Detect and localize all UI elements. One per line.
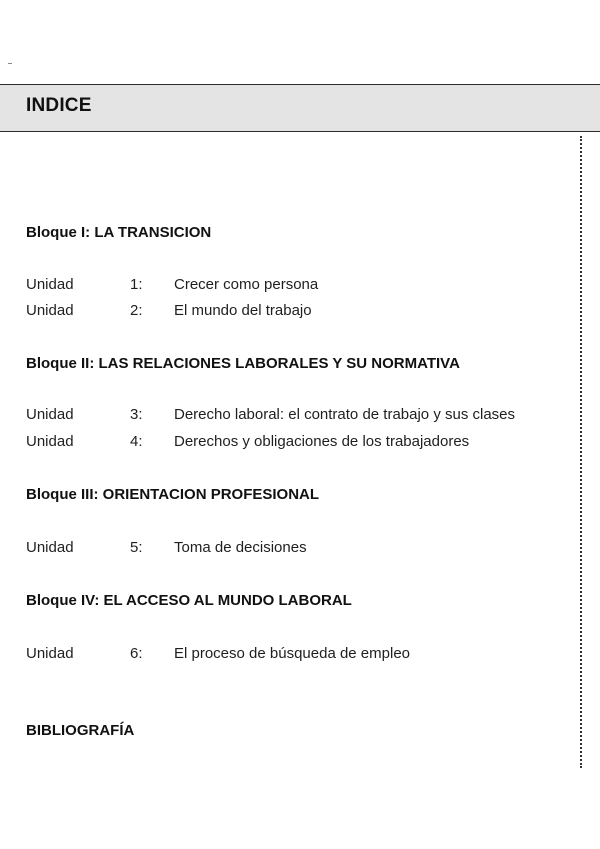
dotted-margin-rule xyxy=(580,136,582,768)
unit-number: 1: xyxy=(130,276,143,293)
unit-title: Crecer como persona xyxy=(174,276,319,293)
unit-number: 3: xyxy=(130,406,143,423)
unit-title: Derechos y obligaciones de los trabajadores xyxy=(174,433,470,450)
corner-mark xyxy=(8,63,12,64)
unit-label: Unidad xyxy=(26,406,74,423)
unit-label: Unidad xyxy=(26,276,74,293)
block-heading-4: Bloque IV: EL ACCESO AL MUNDO LABORAL xyxy=(26,592,352,609)
unit-number: 4: xyxy=(130,433,143,450)
unit-title: Toma de decisiones xyxy=(174,539,307,556)
unit-label: Unidad xyxy=(26,302,74,319)
block-heading-3: Bloque III: ORIENTACION PROFESIONAL xyxy=(26,486,320,503)
block-heading-1: Bloque I: LA TRANSICION xyxy=(26,224,212,241)
header-band xyxy=(0,84,600,132)
block-heading-2: Bloque II: LAS RELACIONES LABORALES Y SU NORMATIVA xyxy=(26,355,460,372)
unit-title: El proceso de búsqueda de empleo xyxy=(174,645,411,662)
unit-label: Unidad xyxy=(26,645,74,662)
page-title: INDICE xyxy=(26,95,92,116)
unit-number: 5: xyxy=(130,539,143,556)
unit-number: 6: xyxy=(130,645,143,662)
unit-number: 2: xyxy=(130,302,143,319)
unit-label: Unidad xyxy=(26,539,74,556)
unit-title: Derecho laboral: el contrato de trabajo y sus clases xyxy=(174,406,516,423)
unit-title: El mundo del trabajo xyxy=(174,302,312,319)
bibliography-heading: BIBLIOGRAFÍA xyxy=(26,722,135,739)
unit-label: Unidad xyxy=(26,433,74,450)
